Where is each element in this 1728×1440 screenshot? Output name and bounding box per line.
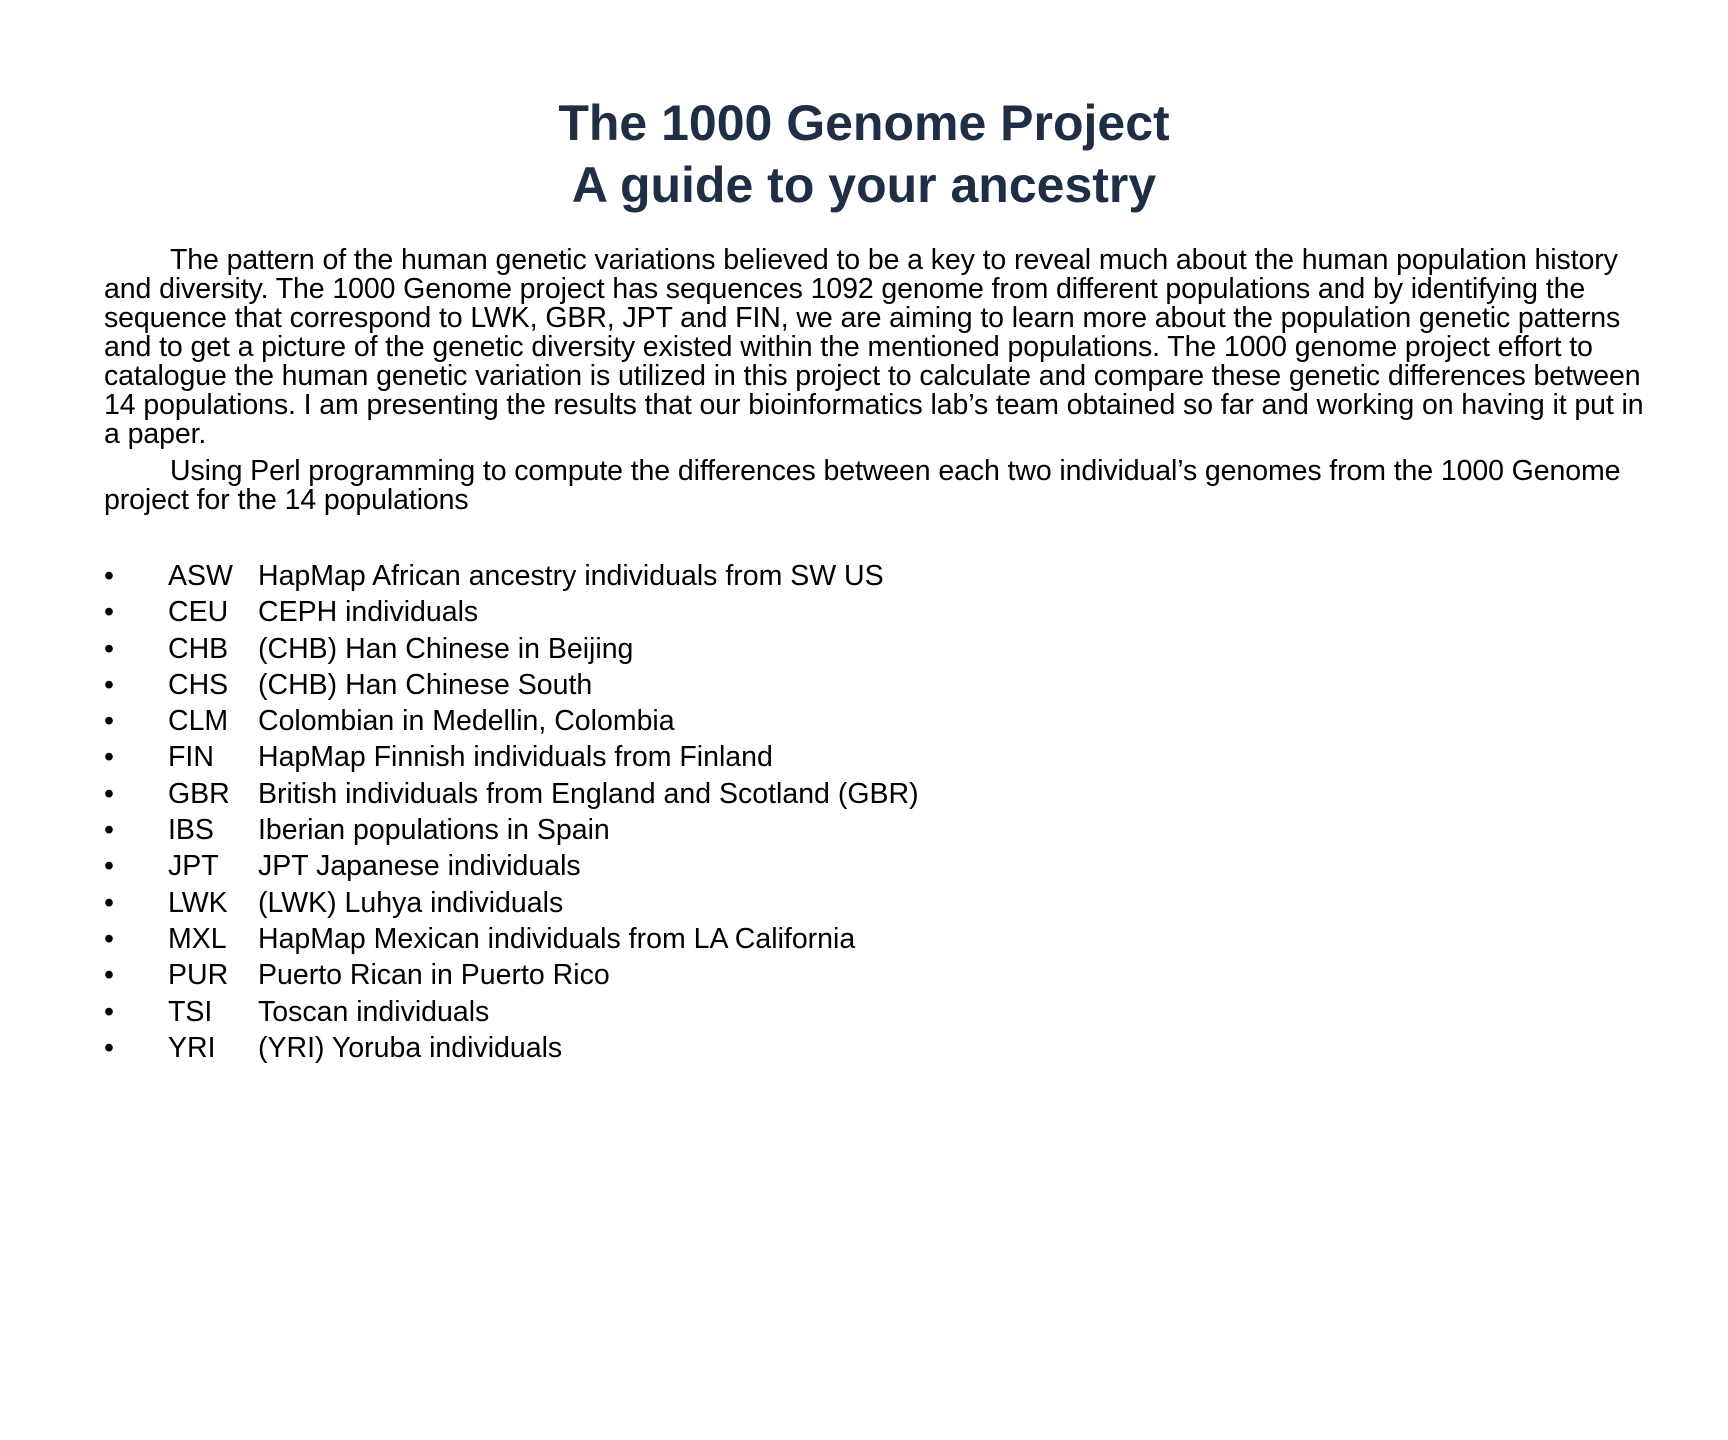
population-code: LWK [168, 886, 228, 919]
bullet-icon: • [104, 741, 114, 774]
population-description: HapMap African ancestry individuals from SW US [258, 560, 884, 592]
bullet-icon: • [104, 632, 114, 665]
population-description: (YRI) Yoruba individuals [258, 1031, 563, 1064]
population-code: JPT [168, 850, 219, 883]
population-description: Puerto Rican in Puerto Rico [258, 959, 610, 992]
population-description: HapMap Finnish individuals from Finland [258, 741, 773, 774]
population-description: (CHB) Han Chinese in Beijing [258, 632, 634, 665]
list-item [104, 776, 919, 812]
bullet-icon: • [104, 922, 114, 955]
population-code: GBR [168, 777, 230, 810]
bullet-icon: • [104, 560, 114, 592]
bullet-icon: • [104, 814, 114, 847]
population-code: PUR [168, 959, 229, 992]
bullet-icon: • [104, 995, 114, 1028]
list-item [104, 558, 919, 594]
title-line-2: A guide to your ancestry [571, 157, 1157, 213]
population-description: HapMap Mexican individuals from LA California [258, 922, 856, 955]
list-item [104, 739, 919, 775]
population-code: FIN [168, 741, 214, 774]
population-description: Colombian in Medellin, Colombia [258, 705, 675, 738]
population-code: YRI [168, 1031, 216, 1064]
list-item [104, 812, 919, 848]
population-code: CHS [168, 668, 229, 701]
population-code: CEU [168, 596, 229, 629]
population-code: TSI [168, 995, 213, 1028]
list-item [104, 594, 919, 630]
bullet-icon: • [104, 777, 114, 810]
population-description: British individuals from England and Scotland (GBR) [258, 777, 919, 810]
bullet-icon: • [104, 668, 114, 701]
bullet-icon: • [104, 959, 114, 992]
list-item [104, 703, 919, 739]
body-text [104, 246, 1644, 523]
list-item [104, 885, 919, 921]
list-item [104, 1030, 919, 1066]
list-item [104, 667, 919, 703]
population-code: IBS [168, 814, 214, 847]
list-item [104, 921, 919, 957]
list-item [104, 957, 919, 993]
population-code: ASW [168, 560, 233, 592]
population-code: CHB [168, 632, 229, 665]
population-description: JPT Japanese individuals [258, 850, 581, 883]
document-title [0, 92, 1728, 216]
method-paragraph: Using Perl programming to compute the differences between each two individual’s genomes from the 1000 Genome project for the 14 populations [104, 455, 1621, 516]
population-list [104, 558, 919, 1066]
list-item [104, 631, 919, 667]
population-description: Toscan individuals [258, 995, 490, 1028]
population-description: (LWK) Luhya individuals [258, 886, 564, 919]
list-item [104, 848, 919, 884]
population-description: CEPH individuals [258, 596, 479, 629]
population-code: MXL [168, 922, 227, 955]
title-line-1: The 1000 Genome Project [558, 95, 1170, 151]
bullet-icon: • [104, 850, 114, 883]
bullet-icon: • [104, 705, 114, 738]
bullet-icon: • [104, 596, 114, 629]
list-item [104, 994, 919, 1030]
population-description: (CHB) Han Chinese South [258, 668, 593, 701]
population-code: CLM [168, 705, 229, 738]
bullet-icon: • [104, 886, 114, 919]
intro-paragraph: The pattern of the human genetic variations believed to be a key to reveal much about the human population history and diversity. The 1000 Genome project has sequences 1092 genome from different populations and by identifying the sequence that correspond to LWK, GBR, JPT and FIN, we are aiming to learn more about the population genetic patterns and to get a picture of the genetic diversity existed within the mentioned populations. The 1000 genome project effort to catalogue the human genetic variation is utilized in this project to calculate and compare these genetic differences between 14 populations. I am presenting the results that our bioinformatics lab’s team obtained so far and working on having it put in a paper. [104, 244, 1644, 450]
bullet-icon: • [104, 1031, 114, 1064]
population-description: Iberian populations in Spain [258, 814, 610, 847]
